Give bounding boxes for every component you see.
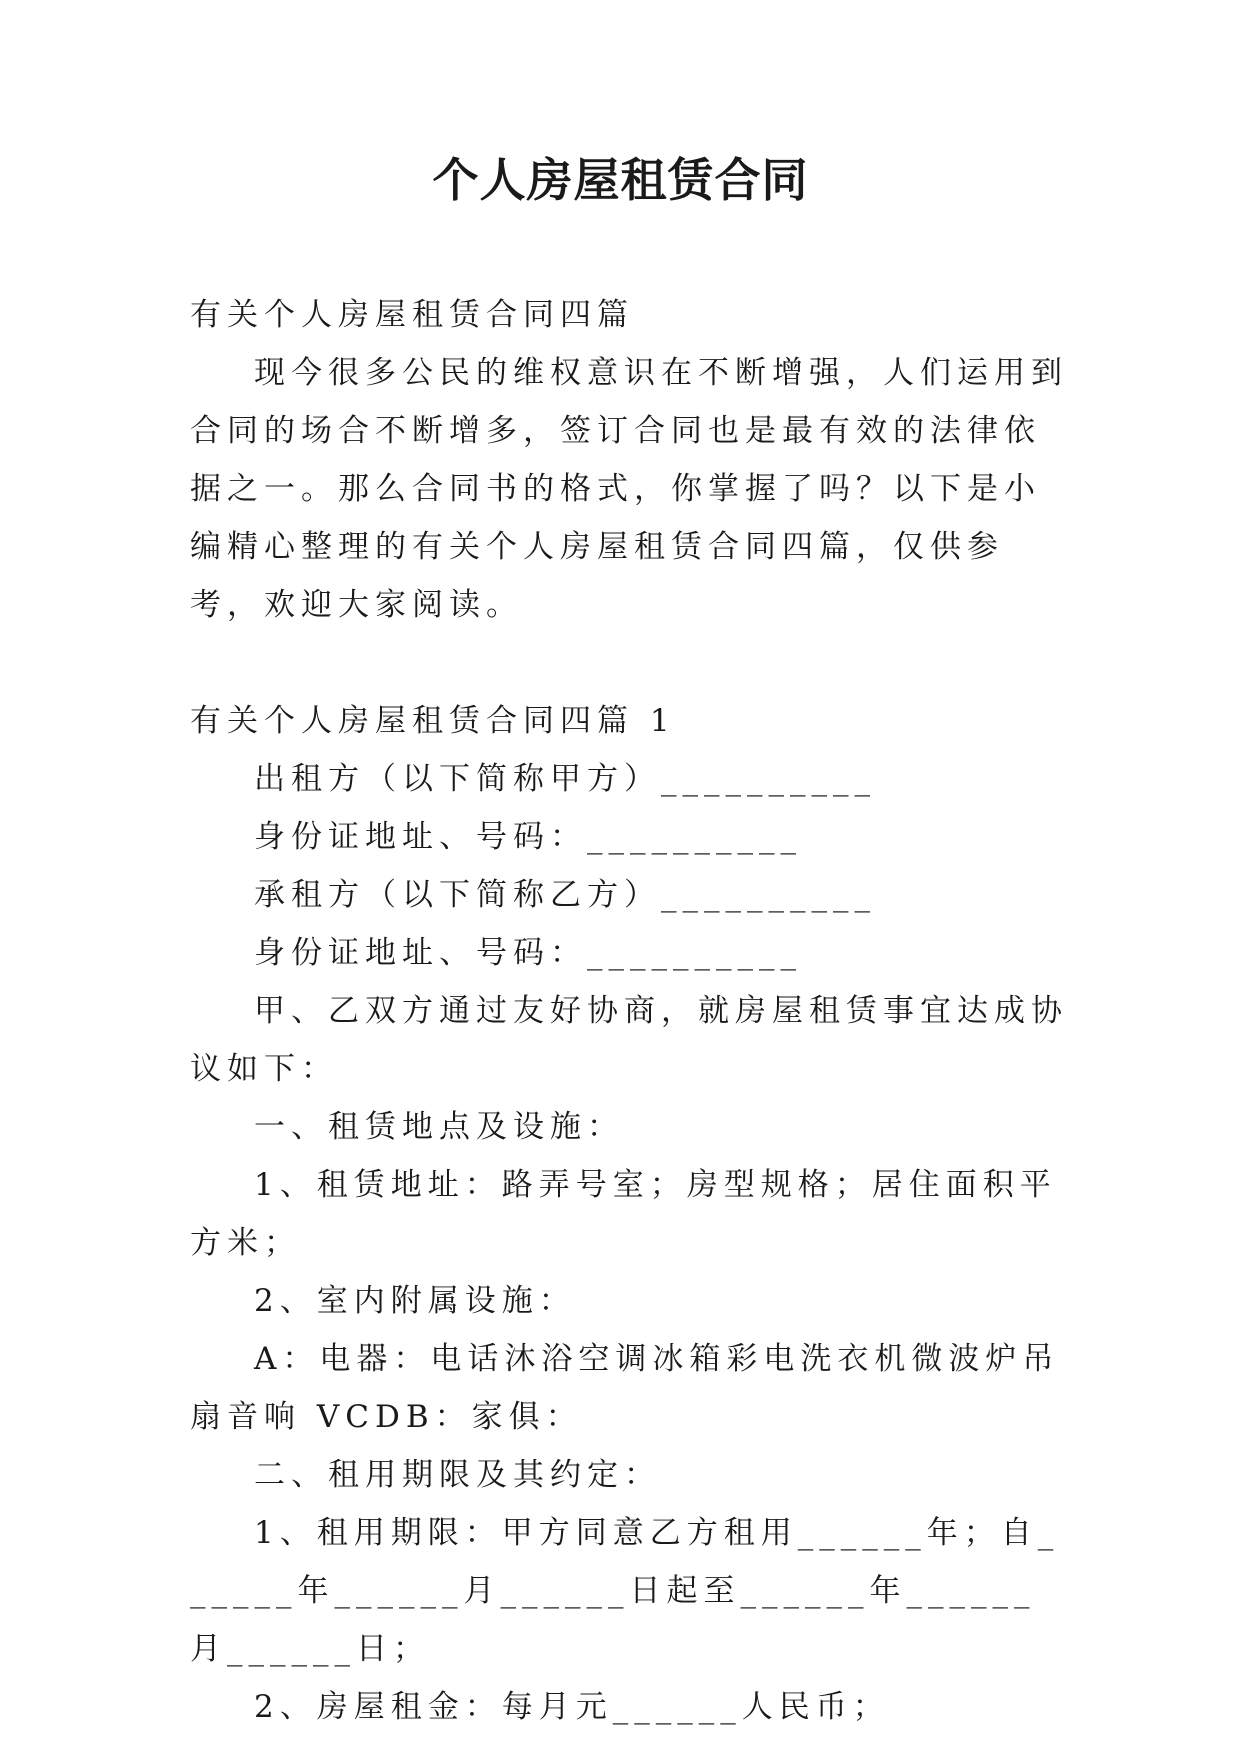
paragraph-spacer [190,634,1070,692]
section-heading: 有关个人房屋租赁合同四篇 1 [190,703,676,739]
lessee-id-line: 身份证地址、号码：__________ [254,935,802,971]
agreement-paragraph: 甲、乙双方通过友好协商，就房屋租赁事宜达成协议如下： [190,993,1068,1087]
clause-1-2-a: A：电器：电话沐浴空调冰箱彩电洗衣机微波炉吊扇音响 VCDB：家俱： [190,1341,1060,1435]
subtitle: 有关个人房屋租赁合同四篇 [190,297,634,333]
document-body [190,286,1070,1736]
clause-heading-1: 一、租赁地点及设施： [254,1109,624,1145]
clause-2-2: 2、房屋租金：每月元______人民币； [254,1689,890,1725]
clause-heading-2: 二、租用期限及其约定： [254,1457,661,1493]
document-title: 个人房屋租赁合同 [432,153,809,207]
lessee-line: 承租方（以下简称乙方）__________ [254,877,876,913]
lessor-id-line: 身份证地址、号码：__________ [254,819,802,855]
clause-2-1: 1、租用期限：甲方同意乙方租用______年；自______年______月______日起至______年______月______日； [190,1515,1060,1667]
lessor-line: 出租方（以下简称甲方）__________ [254,761,876,797]
intro-paragraph: 现今很多公民的维权意识在不断增强，人们运用到合同的场合不断增多，签订合同也是最有效的法律依据之一。那么合同书的格式，你掌握了吗？以下是小编精心整理的有关个人房屋租赁合同四篇，仅供参考，欢迎大家阅读。 [190,355,1068,623]
clause-1-1: 1、租赁地址：路弄号室；房型规格；居住面积平方米； [190,1167,1057,1261]
clause-1-2: 2、室内附属设施： [254,1283,576,1319]
